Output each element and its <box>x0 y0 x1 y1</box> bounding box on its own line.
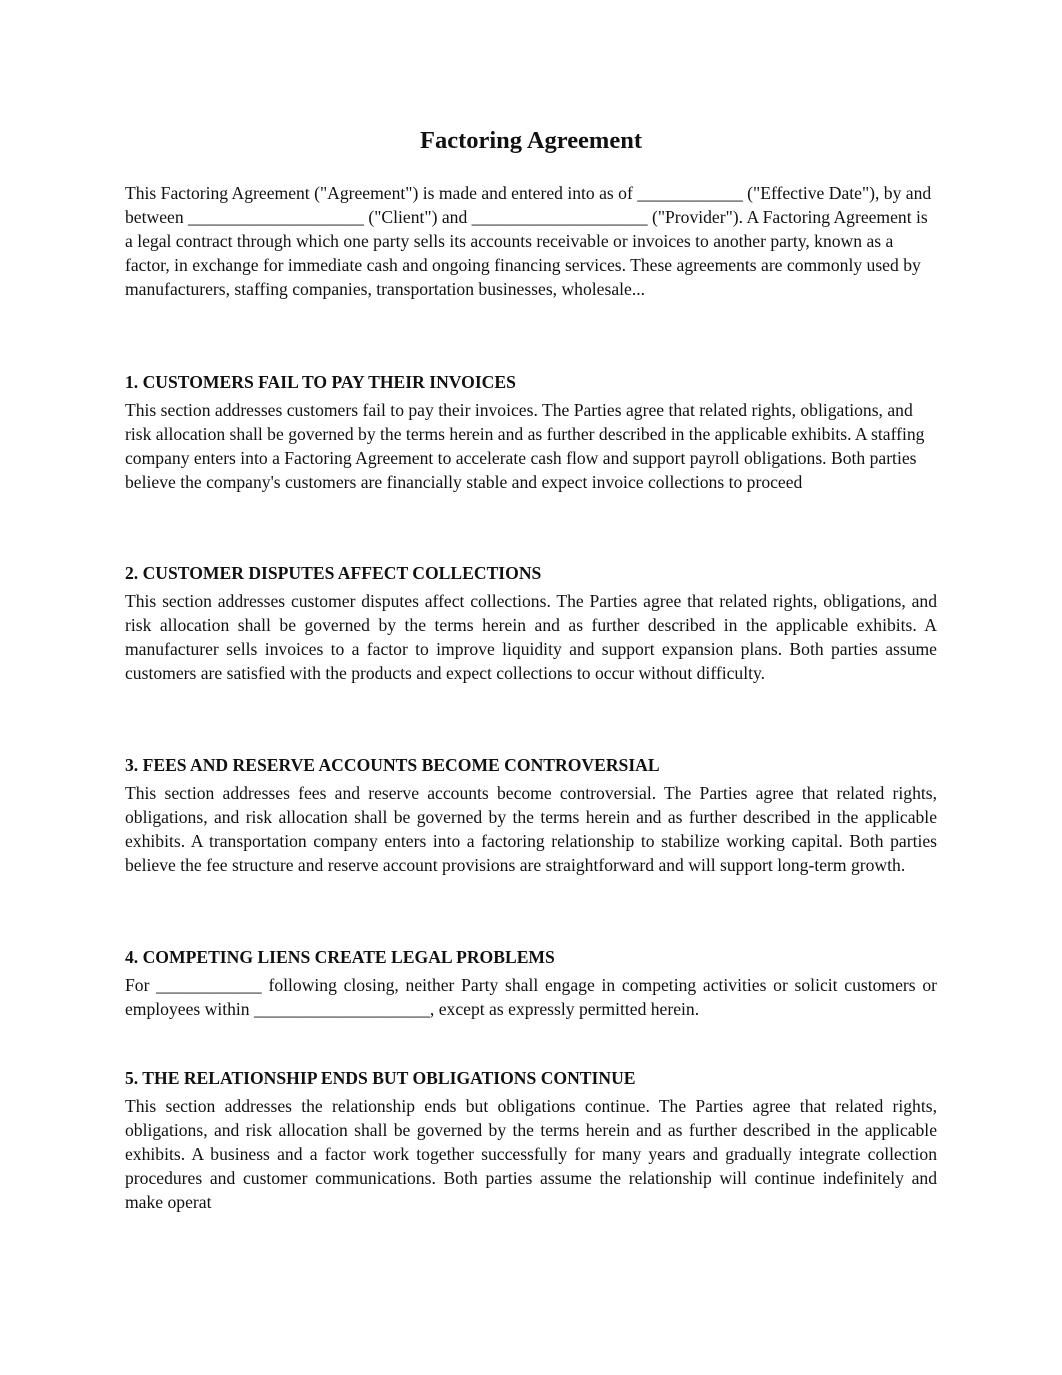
section-heading: 4. COMPETING LIENS CREATE LEGAL PROBLEMS <box>125 947 555 967</box>
section-body: This section addresses fees and reserve accounts become controversial. The Parties agree that related rights, obligations, and risk allocation shall be governed by the terms herein and as further described in the applicable exhibits. A transportation company enters into a factoring relationship to stabilize working capital. Both parties believe the fee structure and reserve account provisions are straightforward and will support long-term growth. <box>125 783 937 875</box>
section-fees-and-reserve <box>125 753 937 877</box>
document-title: Factoring Agreement <box>419 127 643 154</box>
section-relationship-ends <box>125 1066 937 1214</box>
intro-paragraph: This Factoring Agreement ("Agreement") is made and entered into as of ____________ ("Effective Date"), by and between ____________________ ("Client") and ____________________ ("Provider"). A Factoring Agreement is a legal contract through which one party sells its accounts receivable or invoices to another party, known as a factor, in exchange for immediate cash and ongoing financing services. These agreements are commonly used by manufacturers, staffing companies, transportation businesses, wholesale... <box>125 183 932 299</box>
section-heading: 1. CUSTOMERS FAIL TO PAY THEIR INVOICES <box>125 372 516 392</box>
section-heading: 3. FEES AND RESERVE ACCOUNTS BECOME CONTROVERSIAL <box>125 755 660 775</box>
section-heading: 5. THE RELATIONSHIP ENDS BUT OBLIGATIONS CONTINUE <box>125 1068 636 1088</box>
section-customers-fail-to-pay <box>125 370 937 494</box>
section-body: This section addresses customer disputes affect collections. The Parties agree that related rights, obligations, and risk allocation shall be governed by the terms herein and as further described in the applicable exhibits. A manufacturer sells invoices to a factor to improve liquidity and support expansion plans. Both parties assume customers are satisfied with the products and expect collections to occur without difficulty. <box>125 591 937 683</box>
section-body: This section addresses the relationship ends but obligations continue. The Parties agree that related rights, obligations, and risk allocation shall be governed by the terms herein and as further described in the applicable exhibits. A business and a factor work together successfully for many years and gradually integrate collection procedures and customer communications. Both parties assume the relationship will continue indefinitely and make operat <box>125 1096 937 1212</box>
section-body: For ____________ following closing, neither Party shall engage in competing activities or solicit customers or employees within ____________________, except as expressly permitted herein. <box>125 975 937 1019</box>
section-heading: 2. CUSTOMER DISPUTES AFFECT COLLECTIONS <box>125 563 542 583</box>
section-customer-disputes <box>125 561 937 685</box>
section-body: This section addresses customers fail to pay their invoices. The Parties agree that related rights, obligations, and risk allocation shall be governed by the terms herein and as further described in the applicable exhibits. A staffing company enters into a Factoring Agreement to accelerate cash flow and support payroll obligations. Both parties believe the company's customers are financially stable and expect invoice collections to proceed <box>125 400 925 492</box>
section-competing-liens <box>125 945 937 1021</box>
